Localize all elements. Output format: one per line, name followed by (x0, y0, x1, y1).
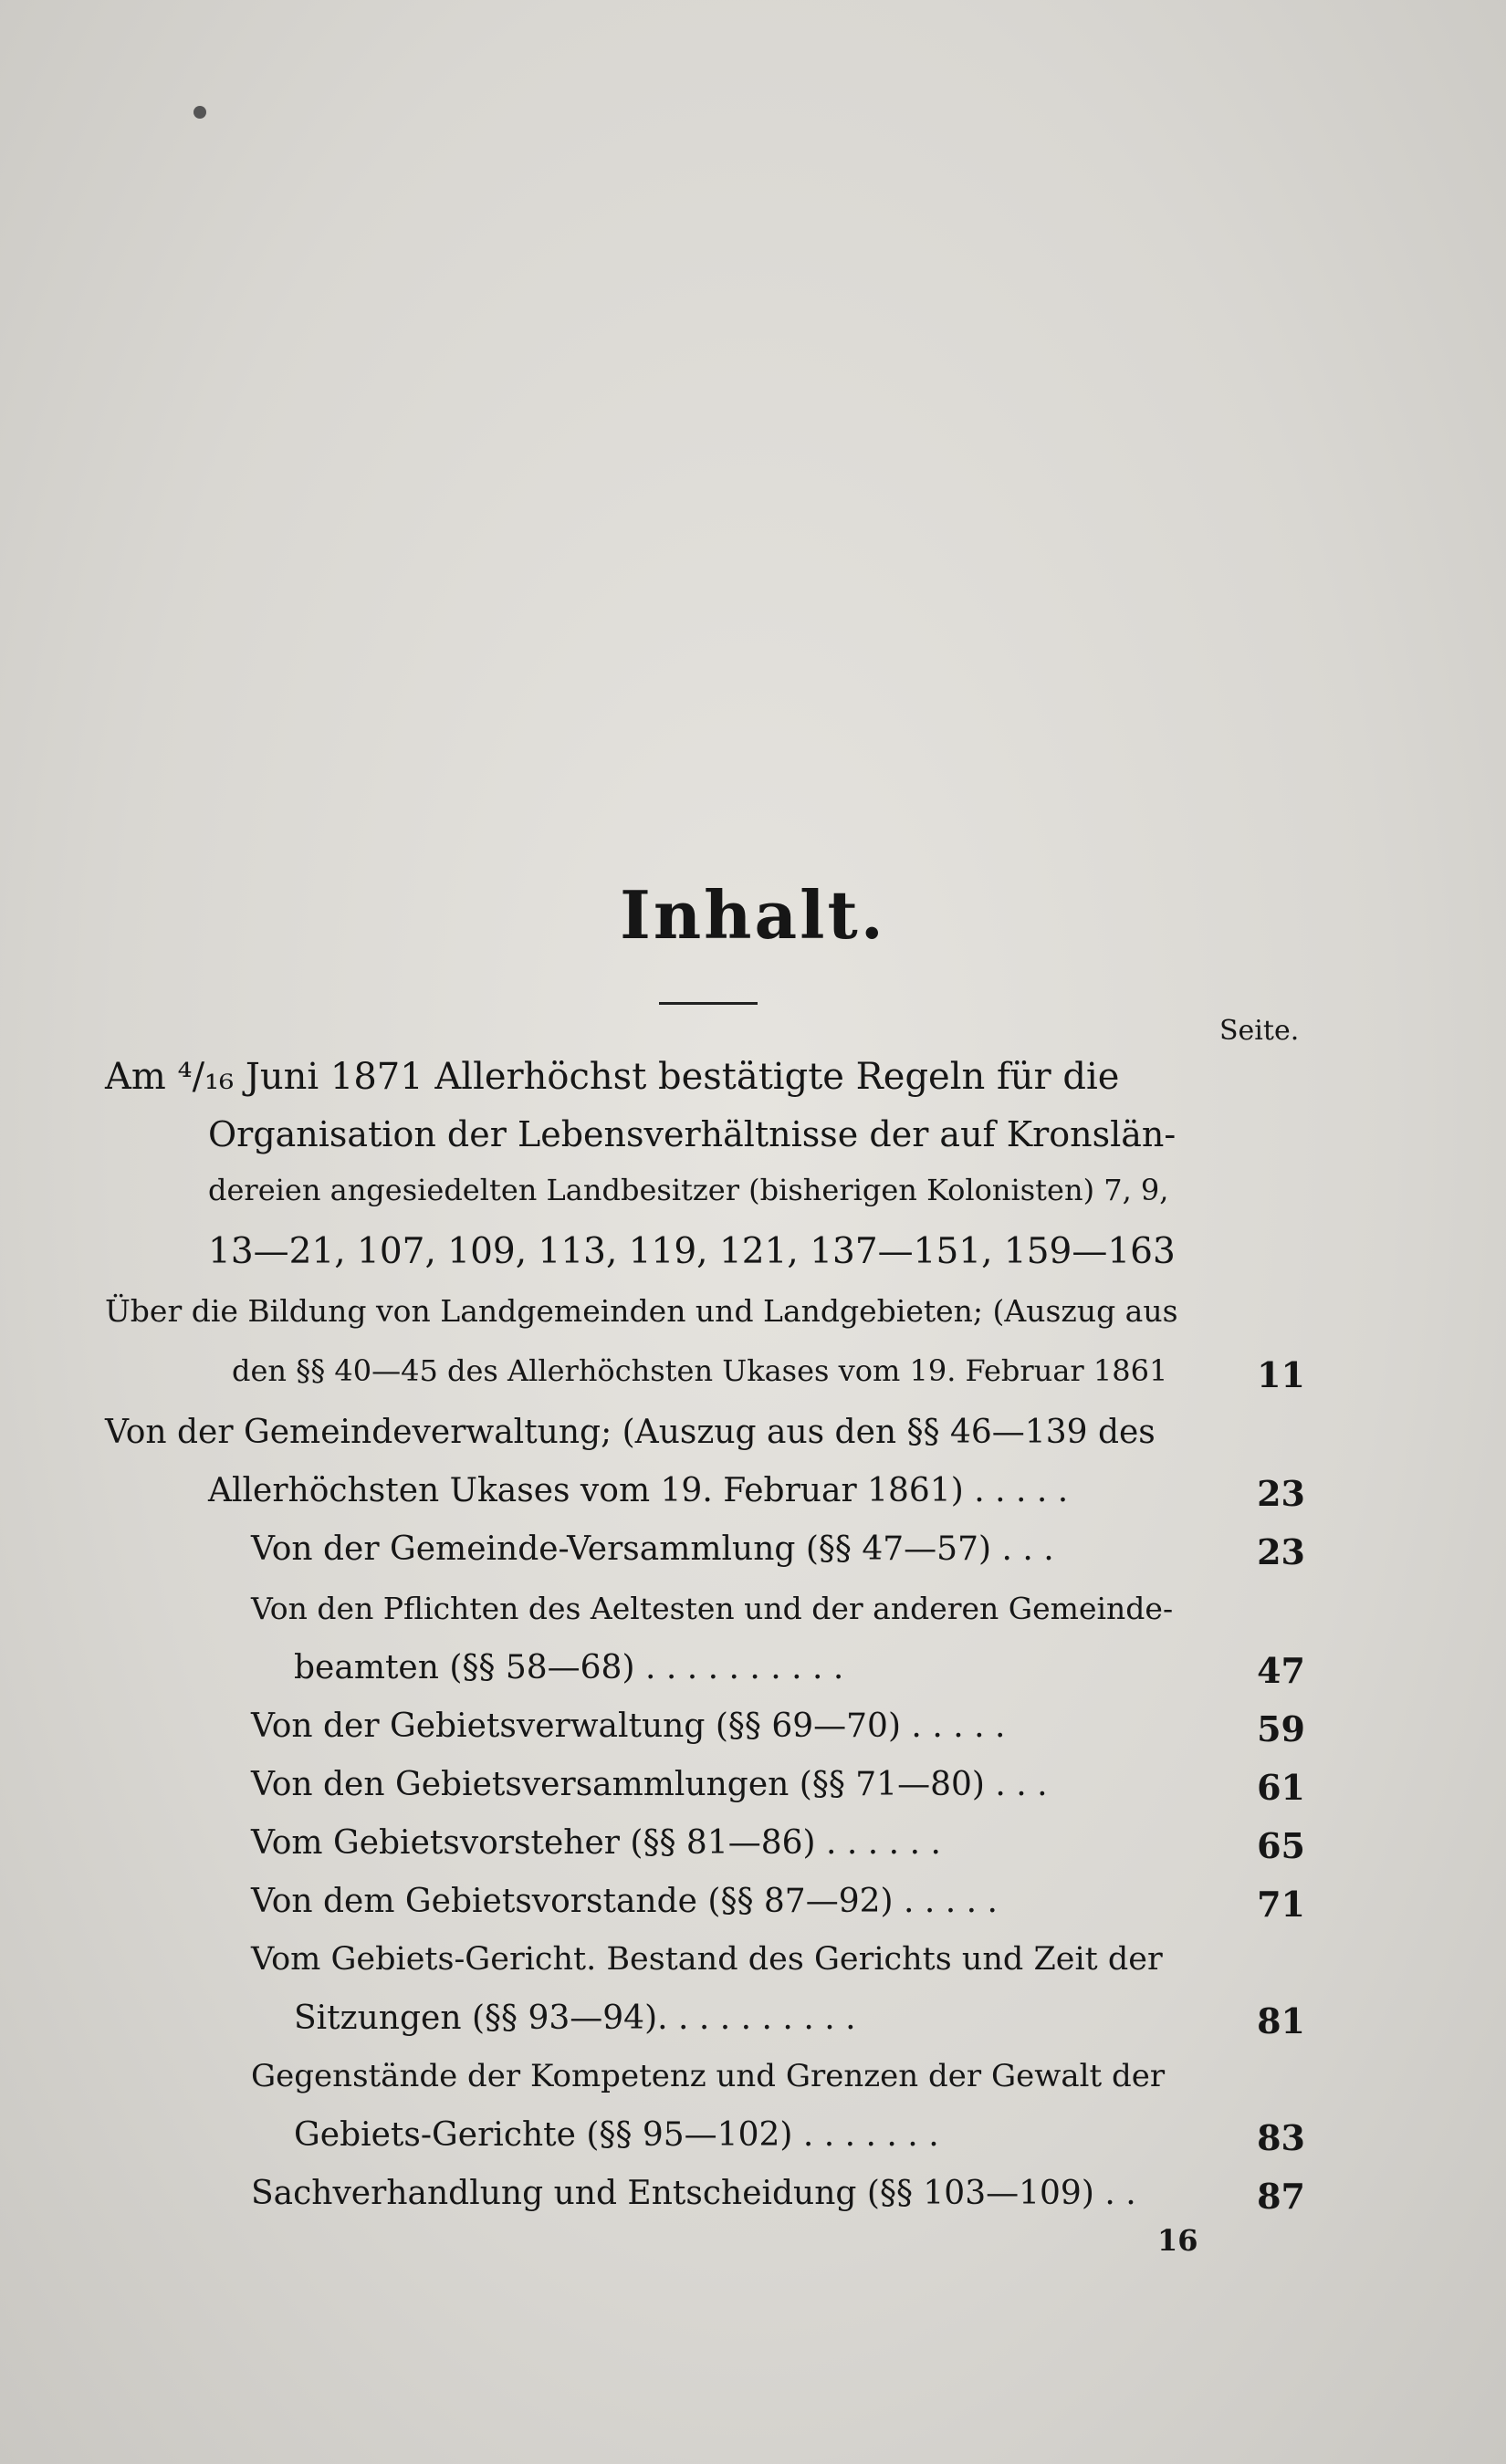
toc-line: Von der Gemeindeverwaltung; (Auszug aus den §§ 46—139 des (105, 1414, 1156, 1451)
toc-line: dereien angesiedelten Landbesitzer (bisherigen Kolonisten) 7, 9, (208, 1173, 1169, 1207)
page-number: 61 (1257, 1767, 1305, 1808)
toc-line: Allerhöchsten Ukases vom 19. Februar 1861) . . . . . (208, 1472, 1069, 1509)
toc-line: Von den Gebietsversammlungen (§§ 71—80) . . . (251, 1766, 1048, 1803)
page-number: 11 (1257, 1354, 1305, 1395)
toc-line: Von den Pflichten des Aeltesten und der anderen Gemeinde- (251, 1591, 1174, 1626)
page-number: 23 (1257, 1473, 1305, 1514)
toc-line: Vom Gebiets-Gericht. Bestand des Gerichts und Zeit der (251, 1941, 1163, 1978)
toc-line: Am ⁴/₁₆ Juni 1871 Allerhöchst bestätigte Regeln für die (105, 1056, 1120, 1098)
toc-line: Gegenstände der Kompetenz und Grenzen der Gewalt der (251, 2058, 1166, 2094)
toc-line: den §§ 40—45 des Allerhöchsten Ukases vom 19. Februar 1861 (232, 1353, 1168, 1388)
toc-line: 13—21, 107, 109, 113, 119, 121, 137—151, 159—163 (208, 1231, 1176, 1272)
toc-line: Von der Gebietsverwaltung (§§ 69—70) . . . . . (251, 1707, 1006, 1745)
page-number: 47 (1257, 1650, 1305, 1691)
seite-header: Seite. (1219, 1015, 1300, 1047)
page-number: 65 (1257, 1825, 1305, 1866)
page-number: 87 (1257, 2176, 1305, 2217)
signature-mark: 16 (1157, 2223, 1198, 2258)
page-number: 81 (1257, 2000, 1305, 2041)
toc-line: Von der Gemeinde-Versammlung (§§ 47—57) . . . (251, 1530, 1054, 1568)
toc-line: Sachverhandlung und Entscheidung (§§ 103—109) . . (251, 2175, 1136, 2212)
toc-line: beamten (§§ 58—68) . . . . . . . . . . (294, 1649, 844, 1686)
toc-line: Organisation der Lebensverhältnisse der auf Kronslän- (208, 1114, 1177, 1154)
page-number: 71 (1257, 1884, 1305, 1925)
page-title: Inhalt. (620, 876, 886, 954)
toc-line: Über die Bildung von Landgemeinden und Landgebieten; (Auszug aus (105, 1293, 1178, 1329)
page-number: 59 (1257, 1708, 1305, 1749)
ink-dot (193, 106, 206, 119)
toc-line: Vom Gebietsvorsteher (§§ 81—86) . . . . . . (251, 1824, 941, 1862)
title-rule (659, 1002, 758, 1005)
toc-line: Von dem Gebietsvorstande (§§ 87—92) . . . . . (251, 1883, 998, 1920)
page-number: 83 (1257, 2117, 1305, 2158)
toc-line: Sitzungen (§§ 93—94). . . . . . . . . . (294, 1999, 856, 2037)
toc-line: Gebiets-Gerichte (§§ 95—102) . . . . . . . (294, 2116, 939, 2154)
page-number: 23 (1257, 1531, 1305, 1572)
